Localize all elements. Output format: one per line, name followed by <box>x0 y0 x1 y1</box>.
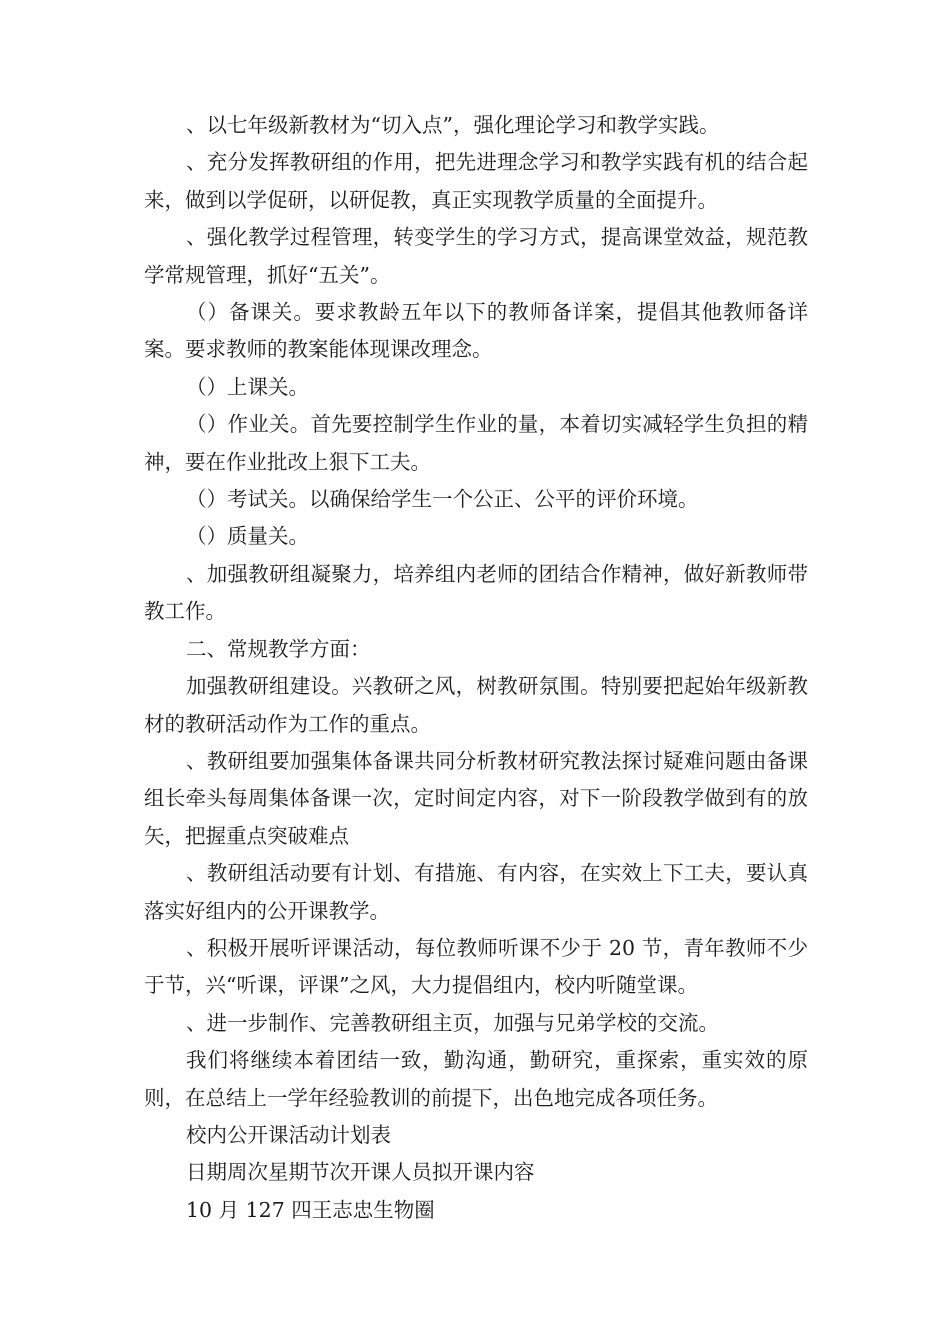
paragraph-5: （）上课关。 <box>186 374 309 399</box>
paragraph-1: 、以七年级新教材为“切入点”，强化理论学习和教学实践。 <box>186 113 720 137</box>
paragraph-14: 、积极开展听评课活动，每位教师听课不少于 20 节，青年教师不少于节，兴“听课，评课”之风，大力提倡组内，校内听随堂课。 <box>144 935 808 998</box>
table-row: 10 月 127 四王志忠生物圈 <box>186 1197 435 1222</box>
paragraph-2: 、充分发挥教研组的作用，把先进理念学习和教学实践有机的结合起来，做到以学促研，以研促教，真正实现教学质量的全面提升。 <box>144 150 808 212</box>
paragraph-13: 、教研组活动要有计划、有措施、有内容，在实效上下工夫，要认真落实好组内的公开课教学。 <box>144 861 808 923</box>
paragraph-8: （）质量关。 <box>186 524 309 549</box>
paragraph-3: 、强化教学过程管理，转变学生的学习方式，提高课堂效益，规范教学常规管理，抓好“五关”。 <box>144 225 808 287</box>
paragraph-15: 、进一步制作、完善教研组主页，加强与兄弟学校的交流。 <box>186 1010 719 1035</box>
paragraph-4: （）备课关。要求教龄五年以下的教师备详案，提倡其他教师备详案。要求教师的教案能体现课改理念。 <box>144 300 808 362</box>
table-title: 校内公开课活动计划表 <box>186 1122 391 1147</box>
table-header-row: 日期周次星期节次开课人员拟开课内容 <box>186 1160 535 1185</box>
paragraph-12: 、教研组要加强集体备课共同分析教材研究教法探讨疑难问题由备课组长牵头每周集体备课一次，定时间定内容，对下一阶段教学做到有的放矢，把握重点突破难点 <box>144 748 808 848</box>
paragraph-16: 我们将继续本着团结一致，勤沟通，勤研究，重探索，重实效的原则，在总结上一学年经验教训的前提下，出色地完成各项任务。 <box>144 1048 808 1110</box>
paragraph-7: （）考试关。以确保给学生一个公正、公平的评价环境。 <box>186 487 699 512</box>
section-heading: 二、常规教学方面： <box>186 636 371 661</box>
paragraph-11: 加强教研组建设。兴教研之风，树教研氛围。特别要把起始年级新教材的教研活动作为工作的重点。 <box>144 674 808 736</box>
paragraph-6: （）作业关。首先要控制学生作业的量，本着切实减轻学生负担的精神，要在作业批改上狠下工夫。 <box>144 412 808 474</box>
paragraph-9: 、加强教研组凝聚力，培养组内老师的团结合作精神，做好新教师带教工作。 <box>144 561 808 624</box>
document-page <box>144 107 808 1229</box>
